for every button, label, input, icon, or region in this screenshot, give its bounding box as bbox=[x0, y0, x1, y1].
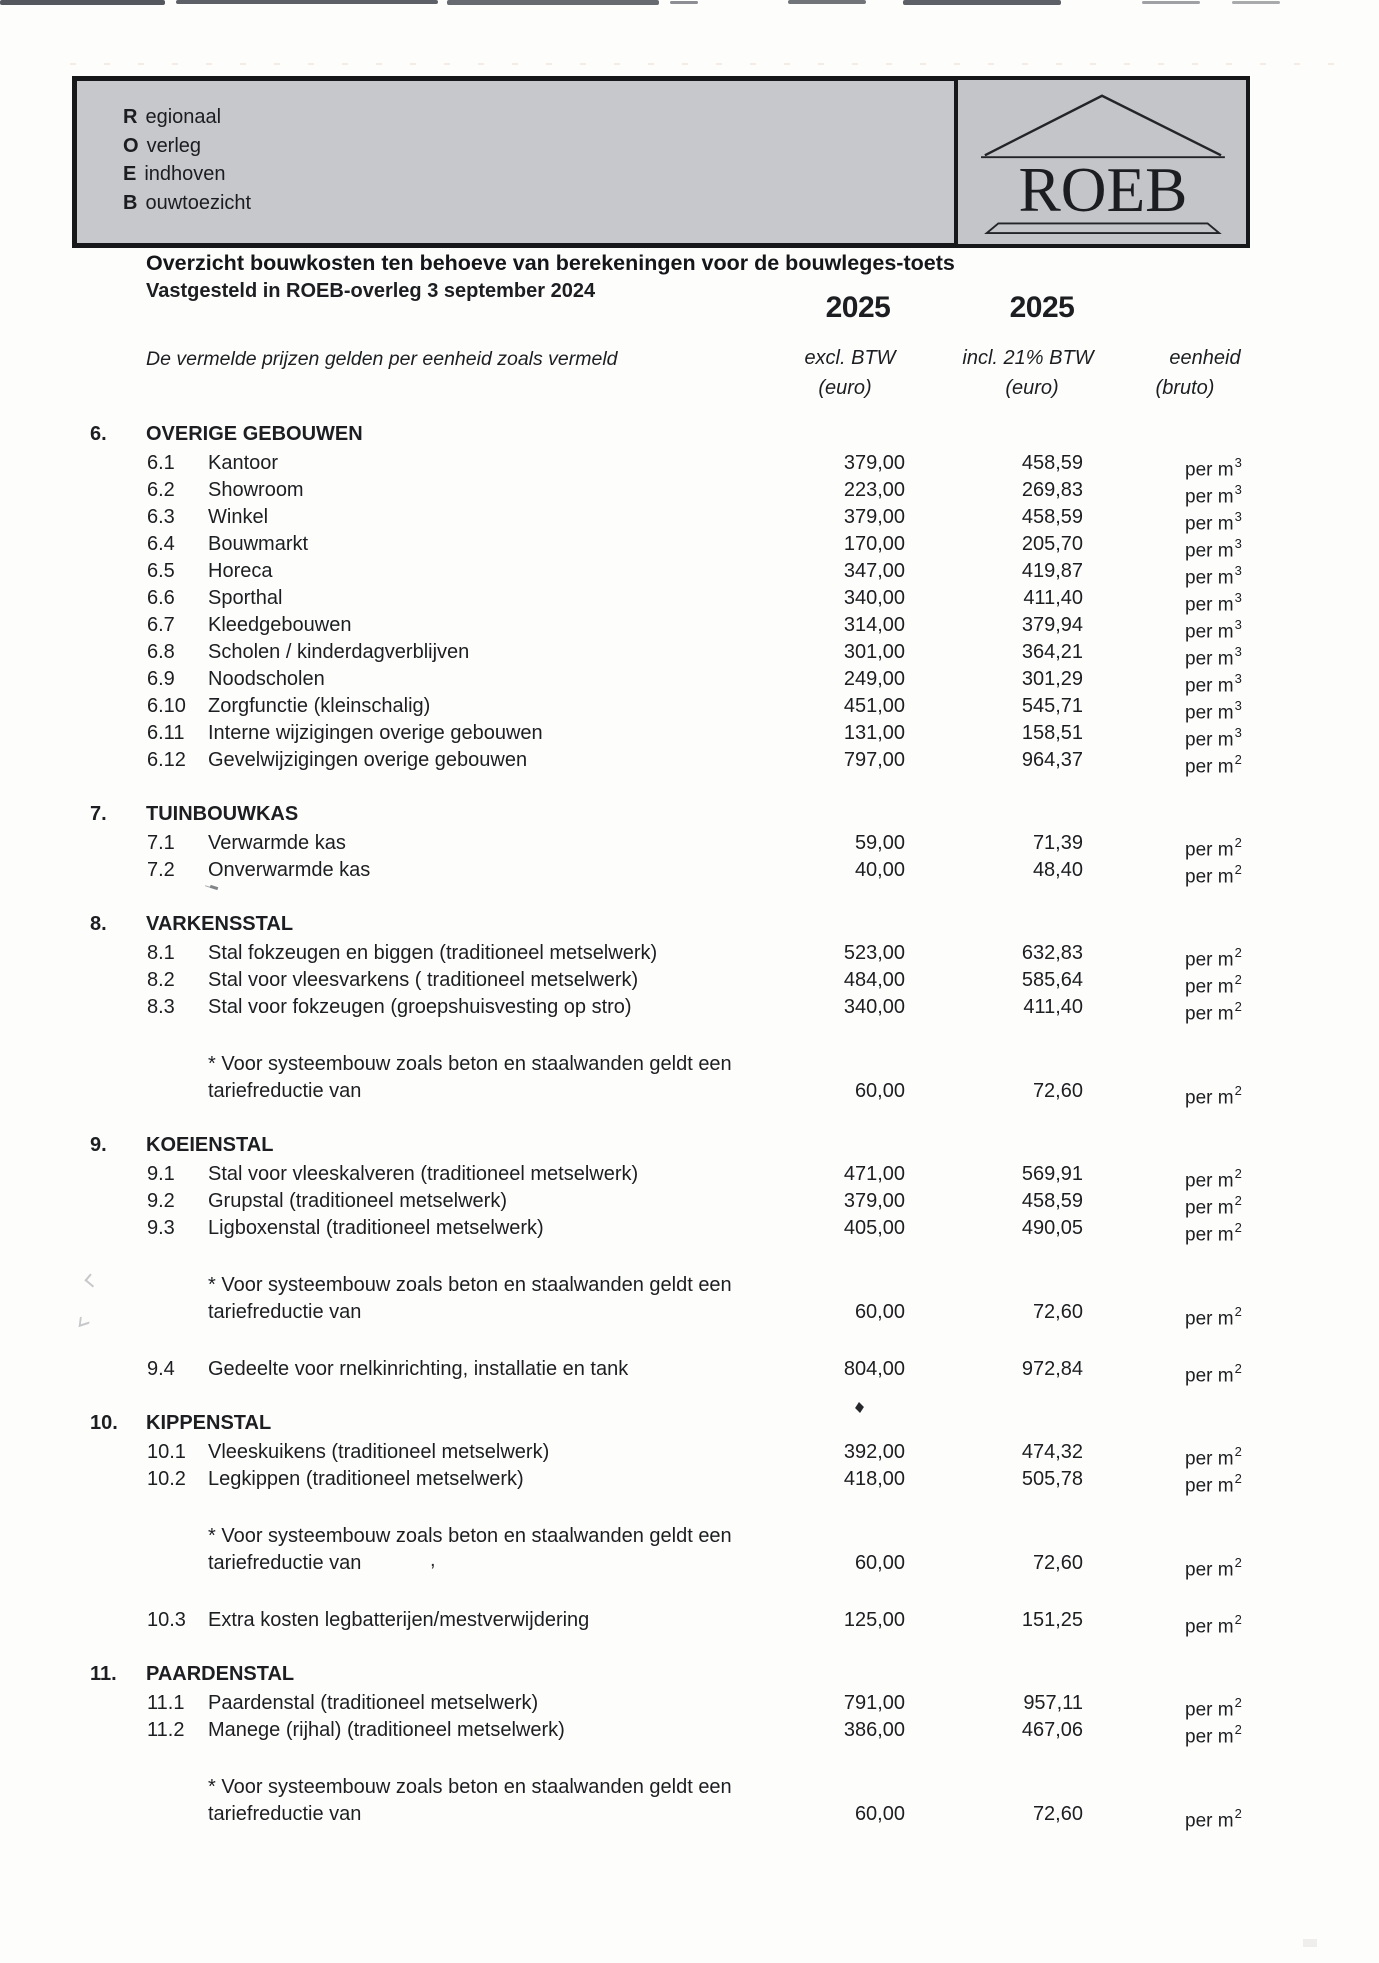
acronym-initial: E bbox=[123, 163, 137, 185]
row-spacer bbox=[0, 1243, 1379, 1273]
letterhead-box bbox=[72, 76, 1250, 248]
row-code: 9.4 bbox=[147, 1358, 175, 1380]
row-code: 7.2 bbox=[147, 859, 175, 881]
unit-cell bbox=[1185, 995, 1241, 1026]
table-row bbox=[0, 721, 1379, 751]
price-excl-btw: 386,00 bbox=[843, 1719, 905, 1741]
price-incl-btw: 379,94 bbox=[1021, 614, 1083, 636]
table-row bbox=[0, 748, 1379, 778]
price-excl-btw: 804,00 bbox=[843, 1358, 905, 1380]
price-incl-btw: 490,05 bbox=[1021, 1217, 1083, 1239]
price-incl-btw: 158,51 bbox=[1021, 722, 1083, 744]
row-code: 7.1 bbox=[147, 832, 175, 854]
unit-text: per m bbox=[1185, 459, 1234, 481]
price-excl-btw: 60,00 bbox=[854, 1301, 905, 1323]
acronym-initial: R bbox=[123, 106, 138, 128]
unit-text: per m bbox=[1185, 1197, 1234, 1219]
unit-text: per m bbox=[1185, 949, 1234, 971]
section-number: 11. bbox=[90, 1663, 117, 1685]
row-label: Stal voor fokzeugen (groepshuisvesting op stro) bbox=[208, 996, 632, 1018]
table-row bbox=[0, 1440, 1379, 1470]
price-excl-btw: 392,00 bbox=[843, 1441, 905, 1463]
price-excl-btw: 60,00 bbox=[854, 1803, 905, 1825]
unit-exponent: 3 bbox=[1234, 725, 1242, 740]
price-incl-btw: 205,70 bbox=[1021, 533, 1083, 555]
section-header bbox=[0, 1134, 1379, 1162]
unit-exponent: 2 bbox=[1234, 1722, 1242, 1737]
price-incl-btw: 585,64 bbox=[1021, 969, 1083, 991]
unit-cell bbox=[1185, 1216, 1241, 1247]
price-incl-btw: 72,60 bbox=[1032, 1301, 1083, 1323]
price-excl-btw: 418,00 bbox=[843, 1468, 905, 1490]
price-incl-btw: 458,59 bbox=[1021, 452, 1083, 474]
table-section bbox=[0, 1663, 1379, 1832]
acronym-line bbox=[123, 132, 251, 161]
unit-cell bbox=[1185, 1079, 1241, 1110]
row-label: Sporthal bbox=[208, 587, 283, 609]
row-code: 6.7 bbox=[147, 614, 175, 636]
price-incl-btw: 957,11 bbox=[1023, 1692, 1083, 1714]
row-label: Ligboxenstal (traditioneel metselwerk) bbox=[208, 1217, 544, 1239]
unit-exponent: 2 bbox=[1234, 1806, 1242, 1821]
row-spacer bbox=[0, 1745, 1379, 1775]
table-row bbox=[0, 559, 1379, 589]
row-code: 8.1 bbox=[147, 942, 175, 964]
price-incl-btw: 151,25 bbox=[1021, 1609, 1083, 1631]
unit-text: per m bbox=[1185, 1726, 1234, 1748]
row-label: Paardenstal (traditioneel metselwerk) bbox=[208, 1692, 539, 1714]
row-code: 10.1 bbox=[147, 1441, 186, 1463]
price-excl-btw: 40,00 bbox=[854, 859, 905, 881]
price-excl-btw: 223,00 bbox=[843, 479, 905, 501]
unit-text: per m bbox=[1185, 976, 1234, 998]
unit-text: per m bbox=[1185, 675, 1234, 697]
unit-cell bbox=[1185, 1802, 1241, 1833]
row-label: Gevelwijzigingen overige gebouwen bbox=[208, 749, 528, 771]
price-excl-btw: 523,00 bbox=[843, 942, 905, 964]
row-label: Extra kosten legbatterijen/mestverwijdering bbox=[208, 1609, 590, 1631]
footnote-text: * Voor systeembouw zoals beton en staalwanden geldt een bbox=[208, 1274, 732, 1296]
price-incl-btw: 972,84 bbox=[1021, 1358, 1083, 1380]
unit-text: per m bbox=[1185, 1475, 1234, 1497]
table-row bbox=[0, 505, 1379, 535]
price-incl-btw: 474,32 bbox=[1021, 1441, 1083, 1463]
row-label: Noodscholen bbox=[208, 668, 325, 690]
row-code: 6.2 bbox=[147, 479, 175, 501]
table-row bbox=[0, 694, 1379, 724]
price-incl-btw: 545,71 bbox=[1021, 695, 1083, 717]
unit-exponent: 2 bbox=[1234, 945, 1242, 960]
row-spacer bbox=[0, 1022, 1379, 1052]
price-excl-btw: 379,00 bbox=[843, 452, 905, 474]
unit-text: per m bbox=[1185, 594, 1234, 616]
section-title: VARKENSSTAL bbox=[146, 913, 294, 935]
unit-text: per m bbox=[1185, 866, 1234, 888]
acronym-line bbox=[123, 160, 251, 189]
scan-smudge bbox=[1303, 1939, 1317, 1947]
unit-exponent: 3 bbox=[1234, 671, 1242, 686]
unit-exponent: 3 bbox=[1234, 563, 1242, 578]
table-row bbox=[0, 586, 1379, 616]
section-number: 7. bbox=[90, 803, 107, 825]
date-line: Vastgesteld in ROEB-overleg 3 september 2024 bbox=[146, 280, 596, 302]
unit-cell bbox=[1185, 1300, 1241, 1331]
price-excl-btw: 249,00 bbox=[843, 668, 905, 690]
section-number: 9. bbox=[90, 1134, 107, 1156]
row-label: Grupstal (traditioneel metselwerk) bbox=[208, 1190, 507, 1212]
unit-exponent: 2 bbox=[1234, 1220, 1242, 1235]
row-label: Scholen / kinderdagverblijven bbox=[208, 641, 470, 663]
unit-exponent: 3 bbox=[1234, 509, 1242, 524]
unit-text: per m bbox=[1185, 1448, 1234, 1470]
price-incl-btw: 72,60 bbox=[1032, 1080, 1083, 1102]
unit-exponent: 3 bbox=[1234, 644, 1242, 659]
unit-text: per m bbox=[1185, 567, 1234, 589]
footnote-text: tariefreductie van bbox=[208, 1803, 362, 1825]
unit-text: per m bbox=[1185, 1365, 1234, 1387]
unit-exponent: 2 bbox=[1234, 835, 1242, 850]
footnote-text: tariefreductie van bbox=[208, 1552, 362, 1574]
unit-exponent: 2 bbox=[1234, 1612, 1242, 1627]
table-row bbox=[0, 640, 1379, 670]
column-header-incl-btw: incl. 21% BTW bbox=[962, 347, 1094, 369]
footnote-line bbox=[0, 1273, 1379, 1300]
unit-text: per m bbox=[1185, 513, 1234, 535]
unit-text: per m bbox=[1185, 486, 1234, 508]
section-number: 6. bbox=[90, 423, 107, 445]
price-excl-btw: 791,00 bbox=[843, 1692, 905, 1714]
row-label: Stal fokzeugen en biggen (traditioneel metselwerk) bbox=[208, 942, 658, 964]
intro-line: De vermelde prijzen gelden per eenheid zoals vermeld bbox=[146, 348, 618, 370]
price-incl-btw: 467,06 bbox=[1021, 1719, 1083, 1741]
price-incl-btw: 301,29 bbox=[1021, 668, 1083, 690]
price-incl-btw: 72,60 bbox=[1032, 1803, 1083, 1825]
price-excl-btw: 131,00 bbox=[843, 722, 905, 744]
row-code: 6.4 bbox=[147, 533, 175, 555]
unit-cell bbox=[1185, 1467, 1241, 1498]
price-excl-btw: 379,00 bbox=[843, 506, 905, 528]
price-incl-btw: 411,40 bbox=[1023, 587, 1083, 609]
section-number: 8. bbox=[90, 913, 107, 935]
price-excl-btw: 314,00 bbox=[843, 614, 905, 636]
table-section bbox=[0, 423, 1379, 778]
row-spacer bbox=[0, 1327, 1379, 1357]
row-code: 11.1 bbox=[147, 1692, 185, 1714]
price-incl-btw: 71,39 bbox=[1032, 832, 1083, 854]
unit-exponent: 3 bbox=[1234, 536, 1242, 551]
unit-text: per m bbox=[1185, 839, 1234, 861]
footnote-text: * Voor systeembouw zoals beton en staalwanden geldt een bbox=[208, 1776, 732, 1798]
unit-text: per m bbox=[1185, 648, 1234, 670]
column-subheader-euro-excl: (euro) bbox=[818, 377, 872, 399]
scan-stray-comma: , bbox=[430, 1549, 436, 1571]
unit-text: per m bbox=[1185, 1810, 1234, 1832]
unit-exponent: 3 bbox=[1234, 698, 1242, 713]
row-label: Showroom bbox=[208, 479, 304, 501]
row-code: 6.12 bbox=[147, 749, 186, 771]
unit-cell bbox=[1185, 748, 1241, 779]
unit-exponent: 2 bbox=[1234, 972, 1242, 987]
footnote-text: tariefreductie van bbox=[208, 1301, 362, 1323]
section-header bbox=[0, 1663, 1379, 1691]
unit-exponent: 2 bbox=[1234, 1193, 1242, 1208]
column-header-eenheid: eenheid bbox=[1169, 347, 1241, 369]
acronym-rest: ouwtoezicht bbox=[145, 191, 252, 214]
unit-cell bbox=[1185, 1551, 1241, 1582]
row-code: 6.5 bbox=[147, 560, 175, 582]
price-excl-btw: 379,00 bbox=[843, 1190, 905, 1212]
roeb-acronym bbox=[123, 103, 251, 217]
price-excl-btw: 59,00 bbox=[854, 832, 905, 854]
price-excl-btw: 347,00 bbox=[843, 560, 905, 582]
price-incl-btw: 364,21 bbox=[1021, 641, 1083, 663]
unit-text: per m bbox=[1185, 1559, 1234, 1581]
unit-exponent: 3 bbox=[1234, 617, 1242, 632]
row-spacer bbox=[0, 1494, 1379, 1524]
price-excl-btw: 301,00 bbox=[843, 641, 905, 663]
row-code: 10.3 bbox=[147, 1609, 186, 1631]
unit-exponent: 2 bbox=[1234, 1083, 1242, 1098]
unit-exponent: 3 bbox=[1234, 590, 1242, 605]
table-section bbox=[0, 803, 1379, 888]
row-code: 8.3 bbox=[147, 996, 175, 1018]
footnote-text: tariefreductie van bbox=[208, 1080, 362, 1102]
price-incl-btw: 72,60 bbox=[1032, 1552, 1083, 1574]
roeb-logo bbox=[954, 76, 1250, 248]
row-label: Stal voor vleeskalveren (traditioneel metselwerk) bbox=[208, 1163, 639, 1185]
row-code: 9.2 bbox=[147, 1190, 175, 1212]
row-label: Zorgfunctie (kleinschalig) bbox=[208, 695, 431, 717]
unit-exponent: 2 bbox=[1234, 1361, 1242, 1376]
table-section bbox=[0, 1412, 1379, 1638]
section-title: KOEIENSTAL bbox=[146, 1134, 274, 1156]
unit-text: per m bbox=[1185, 1699, 1234, 1721]
row-label: Manege (rijhal) (traditioneel metselwerk) bbox=[208, 1719, 565, 1741]
footnote-line bbox=[0, 1802, 1379, 1832]
unit-text: per m bbox=[1185, 756, 1234, 778]
acronym-rest: indhoven bbox=[144, 163, 226, 185]
table-row bbox=[0, 613, 1379, 643]
row-label: Gedeelte voor rnelkinrichting, installatie en tank bbox=[208, 1358, 629, 1380]
unit-text: per m bbox=[1185, 1087, 1234, 1109]
unit-text: per m bbox=[1185, 1308, 1234, 1330]
row-label: Verwarmde kas bbox=[208, 832, 346, 854]
row-code: 10.2 bbox=[147, 1468, 186, 1490]
unit-exponent: 2 bbox=[1234, 1166, 1242, 1181]
row-code: 6.6 bbox=[147, 587, 175, 609]
unit-cell bbox=[1185, 1608, 1241, 1639]
section-title: TUINBOUWKAS bbox=[146, 803, 299, 825]
unit-exponent: 2 bbox=[1234, 1695, 1242, 1710]
column-header-excl-btw: excl. BTW bbox=[804, 347, 896, 369]
price-incl-btw: 411,40 bbox=[1023, 996, 1083, 1018]
table-row bbox=[0, 451, 1379, 481]
footnote-line bbox=[0, 1052, 1379, 1079]
row-label: Legkippen (traditioneel metselwerk) bbox=[208, 1468, 524, 1490]
acronym-rest: egionaal bbox=[145, 106, 222, 128]
footnote-line bbox=[0, 1551, 1379, 1581]
unit-text: per m bbox=[1185, 1003, 1234, 1025]
row-spacer bbox=[0, 1578, 1379, 1608]
price-incl-btw: 632,83 bbox=[1021, 942, 1083, 964]
table-row bbox=[0, 1162, 1379, 1192]
acronym-rest: verleg bbox=[146, 134, 202, 157]
table-row bbox=[0, 1467, 1379, 1497]
table-row bbox=[0, 995, 1379, 1025]
footnote-line bbox=[0, 1079, 1379, 1109]
row-label: Bouwmarkt bbox=[208, 533, 309, 555]
price-excl-btw: 60,00 bbox=[854, 1080, 905, 1102]
column-year-excl: 2025 bbox=[825, 291, 891, 324]
row-label: Kantoor bbox=[208, 452, 279, 474]
unit-exponent: 2 bbox=[1234, 1471, 1242, 1486]
section-header bbox=[0, 913, 1379, 941]
unit-exponent: 2 bbox=[1234, 1444, 1242, 1459]
logo-text: ROEB bbox=[1018, 154, 1188, 225]
acronym-line bbox=[123, 103, 251, 132]
row-code: 6.10 bbox=[147, 695, 186, 717]
row-code: 6.1 bbox=[147, 452, 175, 474]
section-header bbox=[0, 423, 1379, 451]
row-code: 6.3 bbox=[147, 506, 175, 528]
row-code: 6.9 bbox=[147, 668, 175, 690]
table-row bbox=[0, 858, 1379, 888]
unit-exponent: 2 bbox=[1234, 862, 1242, 877]
price-incl-btw: 569,91 bbox=[1021, 1163, 1083, 1185]
footnote-text: * Voor systeembouw zoals beton en staalwanden geldt een bbox=[208, 1053, 732, 1075]
row-code: 6.8 bbox=[147, 641, 175, 663]
section-title: PAARDENSTAL bbox=[146, 1663, 295, 1685]
acronym-initial: O bbox=[123, 134, 139, 157]
table-row bbox=[0, 1608, 1379, 1638]
table-row bbox=[0, 1357, 1379, 1387]
price-incl-btw: 419,87 bbox=[1021, 560, 1083, 582]
row-code: 9.3 bbox=[147, 1217, 175, 1239]
unit-text: per m bbox=[1185, 540, 1234, 562]
table-row bbox=[0, 968, 1379, 998]
unit-exponent: 2 bbox=[1234, 1555, 1242, 1570]
temple-pediment-icon bbox=[958, 80, 1246, 244]
price-excl-btw: 405,00 bbox=[843, 1217, 905, 1239]
price-excl-btw: 125,00 bbox=[843, 1609, 905, 1631]
price-incl-btw: 48,40 bbox=[1032, 859, 1083, 881]
price-incl-btw: 505,78 bbox=[1021, 1468, 1083, 1490]
price-excl-btw: 451,00 bbox=[843, 695, 905, 717]
unit-exponent: 3 bbox=[1234, 455, 1242, 470]
footnote-line bbox=[0, 1524, 1379, 1551]
table-row bbox=[0, 831, 1379, 861]
unit-cell bbox=[1185, 1357, 1241, 1388]
price-incl-btw: 458,59 bbox=[1021, 1190, 1083, 1212]
footnote-line bbox=[0, 1775, 1379, 1802]
table-row bbox=[0, 667, 1379, 697]
row-label: Onverwarmde kas bbox=[208, 859, 371, 881]
unit-text: per m bbox=[1185, 729, 1234, 751]
price-excl-btw: 484,00 bbox=[843, 969, 905, 991]
unit-exponent: 2 bbox=[1234, 752, 1242, 767]
section-header bbox=[0, 1412, 1379, 1440]
row-label: Vleeskuikens (traditioneel metselwerk) bbox=[208, 1441, 550, 1463]
price-excl-btw: 797,00 bbox=[843, 749, 905, 771]
acronym-initial: B bbox=[123, 191, 138, 214]
section-header bbox=[0, 803, 1379, 831]
price-excl-btw: 340,00 bbox=[843, 996, 905, 1018]
row-label: Winkel bbox=[208, 506, 269, 528]
unit-text: per m bbox=[1185, 621, 1234, 643]
table-row bbox=[0, 532, 1379, 562]
unit-text: per m bbox=[1185, 1170, 1234, 1192]
price-incl-btw: 269,83 bbox=[1021, 479, 1083, 501]
unit-exponent: 2 bbox=[1234, 999, 1242, 1014]
table-row bbox=[0, 1216, 1379, 1246]
footnote-text: * Voor systeembouw zoals beton en staalwanden geldt een bbox=[208, 1525, 732, 1547]
row-code: 6.11 bbox=[147, 722, 185, 744]
table-row bbox=[0, 941, 1379, 971]
row-code: 11.2 bbox=[147, 1719, 185, 1741]
unit-cell bbox=[1185, 858, 1241, 889]
row-code: 8.2 bbox=[147, 969, 175, 991]
acronym-line bbox=[123, 189, 251, 218]
price-excl-btw: 60,00 bbox=[854, 1552, 905, 1574]
page-title: Overzicht bouwkosten ten behoeve van berekeningen voor de bouwleges-toets bbox=[146, 251, 955, 275]
price-incl-btw: 458,59 bbox=[1021, 506, 1083, 528]
column-subheader-bruto: (bruto) bbox=[1155, 377, 1215, 399]
unit-exponent: 2 bbox=[1234, 1304, 1242, 1319]
unit-text: per m bbox=[1185, 702, 1234, 724]
price-excl-btw: 471,00 bbox=[843, 1163, 905, 1185]
row-label: Interne wijzigingen overige gebouwen bbox=[208, 722, 543, 744]
section-title: KIPPENSTAL bbox=[146, 1412, 272, 1434]
scan-speckle-line bbox=[70, 63, 1339, 65]
row-code: 9.1 bbox=[147, 1163, 175, 1185]
column-year-incl: 2025 bbox=[1009, 291, 1075, 324]
row-label: Stal voor vleesvarkens ( traditioneel metselwerk) bbox=[208, 969, 639, 991]
unit-exponent: 3 bbox=[1234, 482, 1242, 497]
unit-text: per m bbox=[1185, 1224, 1234, 1246]
price-excl-btw: 340,00 bbox=[843, 587, 905, 609]
table-section bbox=[0, 913, 1379, 1109]
table-row bbox=[0, 1718, 1379, 1748]
table-row bbox=[0, 1691, 1379, 1721]
price-excl-btw: 170,00 bbox=[843, 533, 905, 555]
column-subheader-euro-incl: (euro) bbox=[1005, 377, 1059, 399]
table-section bbox=[0, 1134, 1379, 1387]
price-table bbox=[0, 423, 1379, 1832]
section-number: 10. bbox=[90, 1412, 118, 1434]
footnote-line bbox=[0, 1300, 1379, 1330]
section-title: OVERIGE GEBOUWEN bbox=[146, 423, 363, 445]
table-row bbox=[0, 1189, 1379, 1219]
row-label: Horeca bbox=[208, 560, 273, 582]
unit-cell bbox=[1185, 1718, 1241, 1749]
row-label: Kleedgebouwen bbox=[208, 614, 352, 636]
price-incl-btw: 964,37 bbox=[1021, 749, 1083, 771]
unit-text: per m bbox=[1185, 1616, 1234, 1638]
table-row bbox=[0, 478, 1379, 508]
